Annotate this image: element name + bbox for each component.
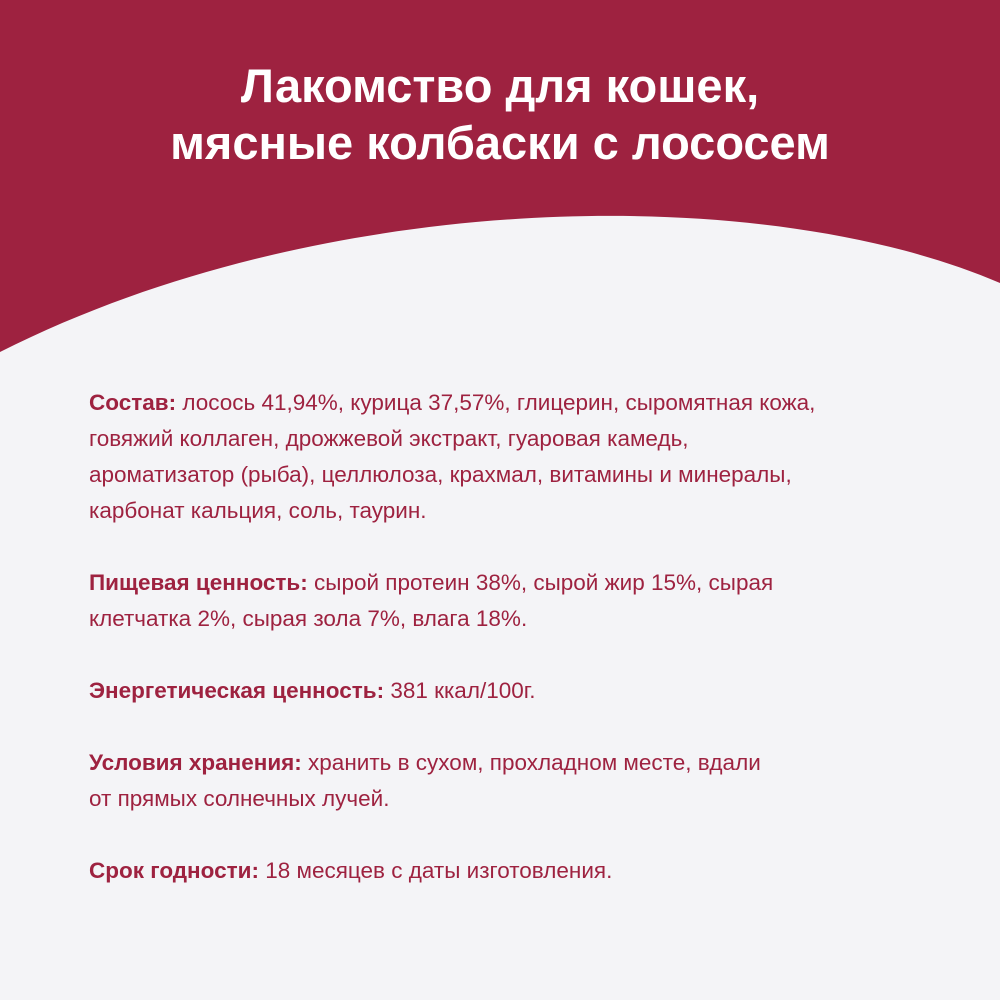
header-background (0, 0, 1000, 360)
page-title (0, 57, 1000, 171)
title-line-1: Лакомство для кошек, (240, 59, 760, 112)
energy-label: Энергетическая ценность: (89, 678, 385, 703)
header-wave-shape (0, 0, 1000, 352)
composition-text-1: лосось 41,94%, курица 37,57%, глицерин, сыромятная кожа, (176, 390, 816, 415)
shelf-life-section (89, 853, 949, 889)
nutrition-text-2: клетчатка 2%, сырая зола 7%, влага 18%. (89, 606, 528, 631)
composition-label: Состав: (89, 390, 177, 415)
energy-text-1: 381 ккал/100г. (384, 678, 536, 703)
nutrition-label: Пищевая ценность: (89, 570, 308, 595)
storage-label: Условия хранения: (89, 750, 302, 775)
title-line-2: мясные колбаски с лососем (170, 116, 830, 169)
storage-section (89, 745, 949, 817)
shelf-life-text-1: 18 месяцев с даты изготовления. (258, 858, 613, 883)
composition-text-2: говяжий коллаген, дрожжевой экстракт, гуаровая камедь, (89, 426, 689, 451)
section-spacer (89, 709, 949, 745)
composition-text-3: ароматизатор (рыба), целлюлоза, крахмал, витамины и минералы, (89, 462, 792, 487)
storage-text-2: от прямых солнечных лучей. (89, 786, 390, 811)
product-info (89, 385, 949, 889)
composition-section (89, 385, 949, 529)
shelf-life-label: Срок годности: (89, 858, 259, 883)
nutrition-section (89, 565, 949, 637)
section-spacer (89, 529, 949, 565)
section-spacer (89, 637, 949, 673)
nutrition-text-1: сырой протеин 38%, сырой жир 15%, сырая (307, 570, 774, 595)
storage-text-1: хранить в сухом, прохладном месте, вдали (301, 750, 761, 775)
energy-section (89, 673, 949, 709)
section-spacer (89, 817, 949, 853)
composition-text-4: карбонат кальция, соль, таурин. (89, 498, 427, 523)
